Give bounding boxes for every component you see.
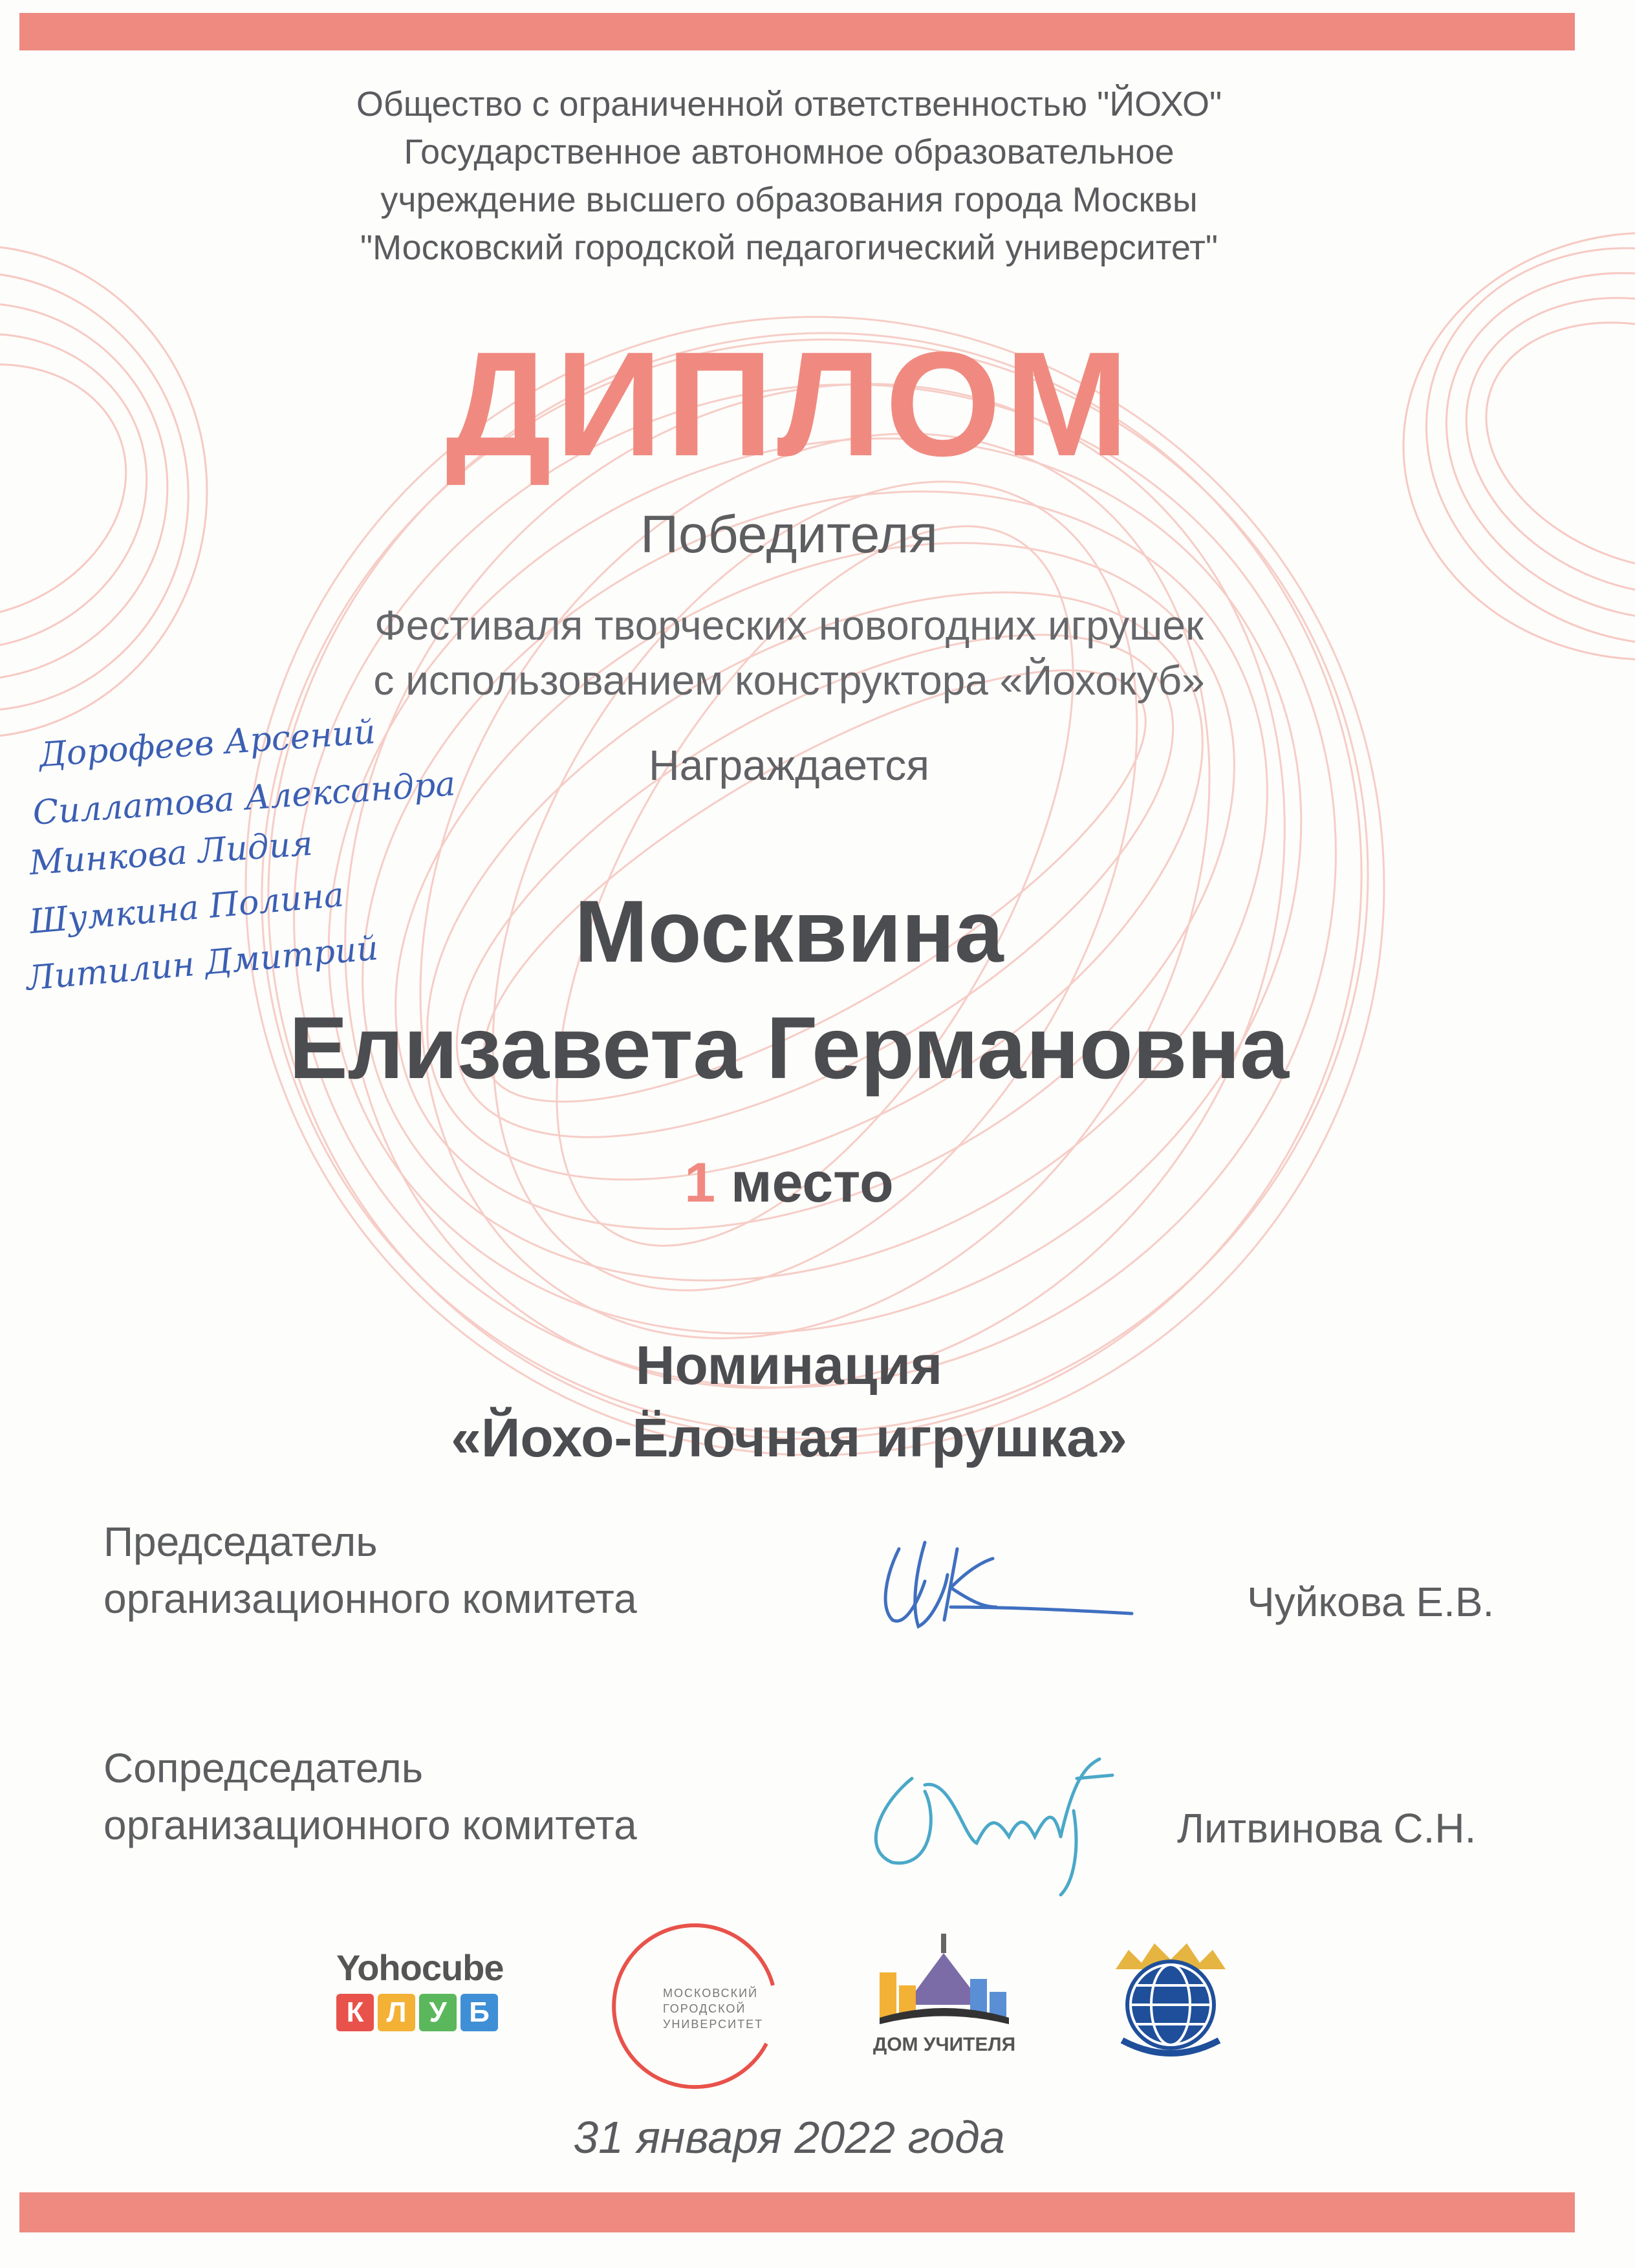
recipient-given-names: Елизавета Германовна (288, 999, 1289, 1097)
organizer-line-3: учреждение высшего образования города Москвы (380, 180, 1198, 219)
cochair-signature (854, 1740, 1132, 1901)
mgpu-text-line-3: УНИВЕРСИТЕТ (663, 2018, 764, 2031)
handwritten-name-1: Дорофеев Арсений (38, 712, 377, 775)
letter-k: К (336, 1994, 374, 2031)
chair-name: Чуйкова Е.В. (1247, 1579, 1495, 1625)
yohocube-club-logo (336, 1947, 530, 2057)
letter-b: Б (460, 1994, 498, 2031)
festival-line-1: Фестиваля творческих новогодних игрушек (374, 602, 1204, 649)
cochair-role-line-2: организационного комитета (103, 1802, 637, 1848)
mgpu-text-line-1: МОСКОВСКИЙ (663, 1987, 759, 2000)
recipient-surname: Москвина (574, 882, 1004, 980)
chair-role (103, 1513, 637, 1627)
globe-emblem (1096, 1930, 1245, 2066)
winner-label: Победителя (640, 505, 938, 564)
cochair-role (103, 1740, 637, 1853)
organizer-line-2: Государственное автономное образовательное (404, 133, 1175, 171)
chair-signature (860, 1523, 1138, 1652)
handwritten-name-3: Минкова Лидия (28, 824, 314, 883)
letter-u: У (419, 1994, 457, 2031)
place-line (0, 1151, 1578, 1215)
globe-emblem-logo (1096, 1930, 1245, 2066)
handwritten-name-4: Шумкина Полина (28, 875, 346, 942)
awarded-label: Награждается (649, 741, 929, 789)
cochair-name: Литвинова С.Н. (1177, 1805, 1477, 1852)
handwritten-name-2: Силлатова Александра (31, 764, 457, 833)
nomination-name: «Йохо-Ёлочная игрушка» (451, 1407, 1127, 1468)
yohocube-letters (336, 1994, 530, 2031)
teacher-house-text: ДОМ УЧИТЕЛЯ (872, 2034, 1016, 2055)
chair-role-line-1: Председатель (103, 1518, 378, 1565)
yohocube-wordmark: Yohocube (336, 1947, 504, 1988)
chair-role-line-2: организационного комитета (103, 1575, 637, 1622)
letter-l: Л (378, 1994, 415, 2031)
mgpu-logo (605, 1914, 792, 2102)
teacher-house-logo (867, 1927, 1022, 2057)
nomination-label: Номинация (635, 1335, 943, 1396)
place-number: 1 (684, 1152, 716, 1214)
mgpu-text-line-2: ГОРОДСКОЙ (663, 2002, 746, 2015)
issue-date: 31 января 2022 года (573, 2112, 1005, 2163)
diploma-title: ДИПЛОМ (445, 321, 1133, 487)
teacher-house-emblem (867, 1927, 1022, 2031)
festival-line-2: с использованием конструктора «Йохокуб» (373, 657, 1205, 704)
place-label: место (731, 1152, 894, 1214)
mgpu-text (663, 1985, 763, 2032)
organizer-line-4: "Московский городской педагогический университет" (360, 228, 1218, 267)
handwritten-name-5: Литилин Дмитрий (25, 929, 380, 999)
organizer-line-1: Общество с ограниченной ответственностью "ЙОХО" (356, 85, 1222, 124)
cochair-role-line-1: Сопредседатель (103, 1745, 424, 1791)
